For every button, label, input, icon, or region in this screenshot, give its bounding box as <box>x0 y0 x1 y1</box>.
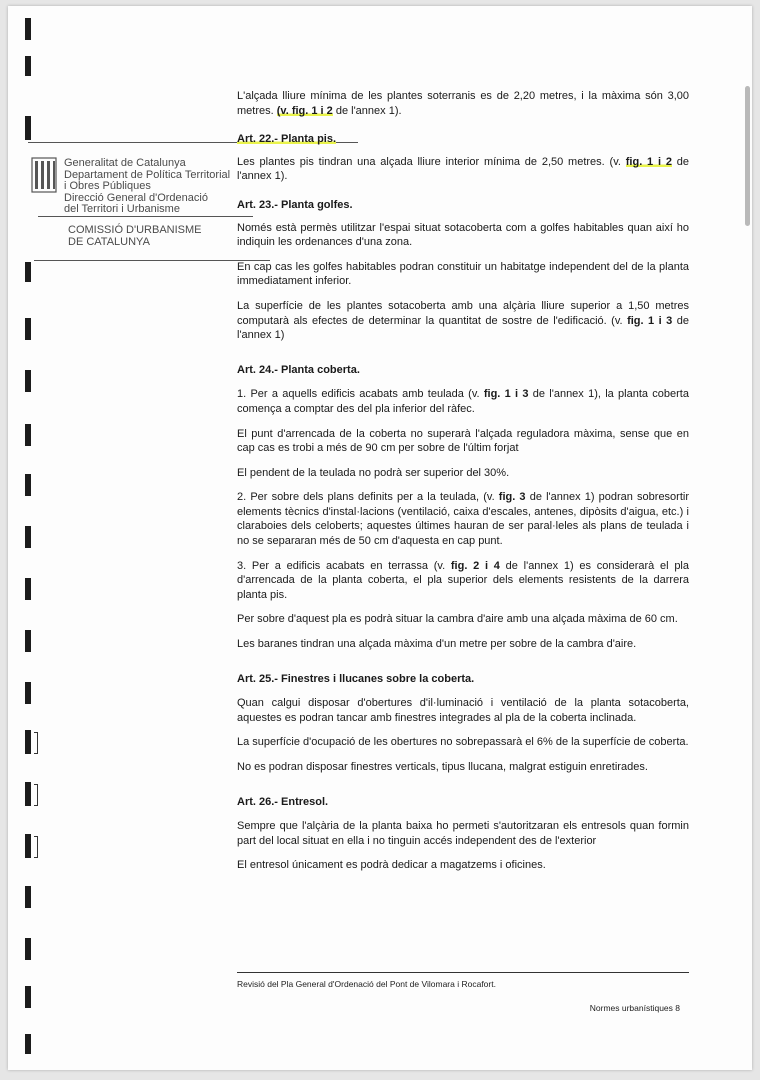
binding-hole <box>25 424 31 446</box>
figure-ref: fig. 1 i 3 <box>627 314 673 327</box>
paragraph: Les baranes tindran una alçada màxima d'un metre per sobre de la cambra d'aire. <box>237 638 637 651</box>
section-heading: Art. 23.- Planta golfes. <box>237 198 353 211</box>
paragraph: Per sobre d'aquest pla es podrà situar la cambra d'aire amb una alçada màxima de 60 cm. <box>237 613 678 626</box>
paragraph: Les plantes pis tindran una alçada lliure interior mínima de 2,50 metres. (v. fig. 1 i 2 de l'annex 1). <box>237 155 689 183</box>
binding-hole <box>25 782 31 806</box>
stamp-line: Generalitat de Catalunya <box>64 157 186 169</box>
binding-hole <box>25 18 31 40</box>
binding-hole <box>25 682 31 704</box>
section-heading: Art. 24.- Planta coberta. <box>237 363 360 376</box>
figure-ref: fig. 2 i 4 <box>450 559 500 572</box>
stamp-line: COMISSIÓ D'URBANISME <box>68 224 202 236</box>
document-body <box>237 89 689 883</box>
binding-hole <box>25 730 31 754</box>
stamp-line: DE CATALUNYA <box>68 236 150 248</box>
binding-bracket <box>34 784 38 806</box>
figure-ref: fig. 1 i 3 <box>483 388 529 401</box>
highlight-figure-ref: (v. fig. 1 i 2 <box>276 104 333 117</box>
generalitat-logo-icon <box>30 156 58 196</box>
scrollbar-thumb[interactable] <box>745 86 750 226</box>
paragraph: Quan calgui disposar d'obertures d'il·luminació i ventilació de la planta sotacoberta, aquestes es podran tancar amb finestres integrades al pla de la coberta inclinada. <box>237 697 689 724</box>
paragraph: Sempre que l'alçària de la planta baixa ho permeti s'autoritzaran els entresols quan formin part del local situat en ella i no tinguin accés independent des de l'exterior <box>237 820 689 847</box>
binding-hole <box>25 986 31 1008</box>
paragraph: 1. Per a aquells edificis acabats amb teulada (v. fig. 1 i 3 de l'annex 1), la planta coberta comença a comptar des del pla inferior del ràfec. <box>237 388 689 415</box>
binding-hole <box>25 370 31 392</box>
paragraph: El pendent de la teulada no podrà ser superior del 30%. <box>237 466 510 479</box>
paragraph: Només està permès utilitzar l'espai situat sotacoberta com a golfes habitables quan així ho indiquin les ordenances d'una zona. <box>237 221 689 249</box>
section-heading: Art. 26.- Entresol. <box>237 795 329 808</box>
stamp-header <box>64 158 230 216</box>
binding-hole <box>25 526 31 548</box>
paragraph: 3. Per a edificis acabats en terrassa (v. fig. 2 i 4 de l'annex 1) es considerarà el pla d'arrencada de la planta coberta, el pla superior dels elements resistents de la darrera planta pis. <box>237 559 689 601</box>
figure-ref: fig. 3 <box>498 491 526 504</box>
footer-page-label: Normes urbanístiques 8 <box>589 1003 680 1013</box>
paragraph: L'alçada lliure mínima de les plantes soterranis es de 2,20 metres, i la màxima són 3,00 metres. (v. fig. 1 i 2 de l'annex 1). <box>237 90 689 117</box>
section-heading: Art. 22.- Planta pis. <box>237 133 337 146</box>
stamp-line: Direcció General d'Ordenació <box>64 191 208 204</box>
paragraph: No es podran disposar finestres verticals, tipus llucana, malgrat estiguin enretirades. <box>237 761 648 773</box>
binding-hole <box>25 262 31 282</box>
stamp-line: i Obres Públiques <box>64 180 151 192</box>
paragraph: La superfície de les plantes sotacoberta amb una alçària lliure superior a 1,50 metres computarà als efectes de determinar la quantitat de sostre de l'edificació. (v. fig. 1 i 3 de l'annex 1) <box>237 299 689 342</box>
binding-bracket <box>34 836 38 858</box>
binding-hole <box>25 886 31 908</box>
stamp-line: del Territori i Urbanisme <box>64 203 180 215</box>
binding-hole <box>25 474 31 496</box>
binding-hole <box>25 318 31 340</box>
binding-hole <box>25 1034 31 1054</box>
binding-hole <box>25 834 31 858</box>
binding-hole <box>25 938 31 960</box>
binding-hole <box>25 116 31 140</box>
binding-bracket <box>34 732 38 754</box>
paragraph: 2. Per sobre dels plans definits per a la teulada, (v. fig. 3 de l'annex 1) podran sobresortir elements tècnics d'instal·lacions (ventilació, caixa d'escales, antenes, dipòsits d'aigua, etc.) i claraboies dels celoberts; aquestes últimes hauran de ser paral·leles als plans de teulada i no se separaran més de 50 cm d'aquesta en cap punt. <box>237 491 689 548</box>
paragraph: En cap cas les golfes habitables podran constituir un habitatge independent del de la planta immediatament inferior. <box>237 260 689 288</box>
official-stamp <box>28 152 258 264</box>
highlight-figure-ref: fig. 1 i 2 <box>625 155 672 168</box>
footer-document-title: Revisió del Pla General d'Ordenació del Pont de Vilomara i Rocafort. <box>237 979 496 989</box>
footer-divider <box>237 972 689 973</box>
paragraph: La superfície d'ocupació de les obertures no sobrepassarà el 6% de la superfície de coberta. <box>237 736 689 749</box>
paragraph: El entresol únicament es podrà dedicar a magatzems i oficines. <box>237 859 546 872</box>
stamp-line: Departament de Política Territorial <box>64 168 231 181</box>
document-page <box>8 6 752 1070</box>
binding-hole <box>25 56 31 76</box>
binding-hole <box>25 630 31 652</box>
stamp-commission <box>68 224 202 248</box>
section-heading: Art. 25.- Finestres i llucanes sobre la coberta. <box>237 672 475 685</box>
paragraph: El punt d'arrencada de la coberta no superarà l'alçada reguladora màxima, sense que en cap cas es trobi a més de 90 cm per sobre de l'últim forjat <box>237 427 689 455</box>
binding-hole <box>25 578 31 600</box>
